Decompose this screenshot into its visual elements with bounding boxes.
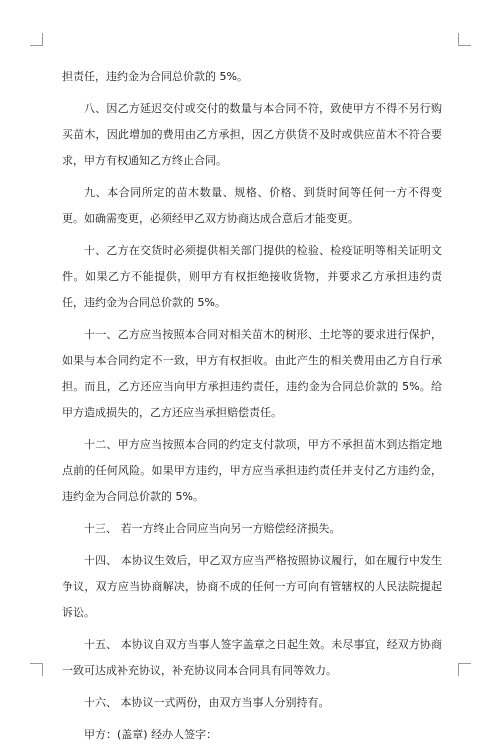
clause-13: 十三、 若一方终止合同应当向另一方赔偿经济损失。	[84, 522, 341, 535]
clause-11: 十一、乙方应当按照本合同对相关苗木的树形、土坨等的要求进行保护，如果与本合同约定不一致，甲方有权拒收。由此产生的相关费用由乙方自行承担。而且，乙方还应当向甲方承担违约责任，违约金为合同总价款的 5%。给甲方造成损失的，乙方还应当承担赔偿责任。	[62, 328, 442, 419]
document-body	[62, 64, 442, 754]
corner-mark-top-right	[458, 33, 471, 46]
corner-mark-top-left	[30, 33, 43, 46]
signature-line-party-a: 甲方：(盖章) 经办人签字：	[84, 728, 218, 741]
clause-8: 八、因乙方延迟交付或交付的数量与本合同不符，致使甲方不得不另行购买苗木，因此增加的费用由乙方承担，因乙方供货不及时或供应苗木不符合要求，甲方有权通知乙方终止合同。	[62, 102, 442, 167]
corner-mark-bottom-right	[458, 663, 471, 676]
clause-16: 十六、 本协议一式两份，由双方当事人分别持有。	[84, 696, 330, 709]
corner-mark-bottom-left	[30, 663, 43, 676]
clause-10: 十、乙方在交货时必须提供相关部门提供的检验、检疫证明等相关证明文件。如果乙方不能提供，则甲方有权拒绝接收货物，并要求乙方承担违约责任，违约金为合同总价款的 5%。	[62, 244, 442, 309]
paragraph-continuation: 担责任，违约金为合同总价款的 5%。	[62, 70, 248, 83]
clause-9: 九、本合同所定的苗木数量、规格、价格、到货时间等任何一方不得变更。如确需变更，必须经甲乙双方协商达成合意后才能变更。	[62, 186, 442, 225]
clause-12: 十二、甲方应当按照本合同的约定支付款项，甲方不承担苗木到达指定地点前的任何风险。如果甲方违约，甲方应当承担违约责任并支付乙方违约金，违约金为合同总价款的 5%。	[62, 438, 442, 503]
clause-14: 十四、 本协议生效后，甲乙双方应当严格按照协议履行，如在履行中发生争议，双方应当协商解决，协商不成的任何一方可向有管辖权的人民法院提起诉讼。	[62, 554, 442, 619]
clause-15: 十五、 本协议自双方当事人签字盖章之日起生效。未尽事宜，经双方协商一致可达成补充协议，补充协议同本合同具有同等效力。	[62, 638, 442, 677]
